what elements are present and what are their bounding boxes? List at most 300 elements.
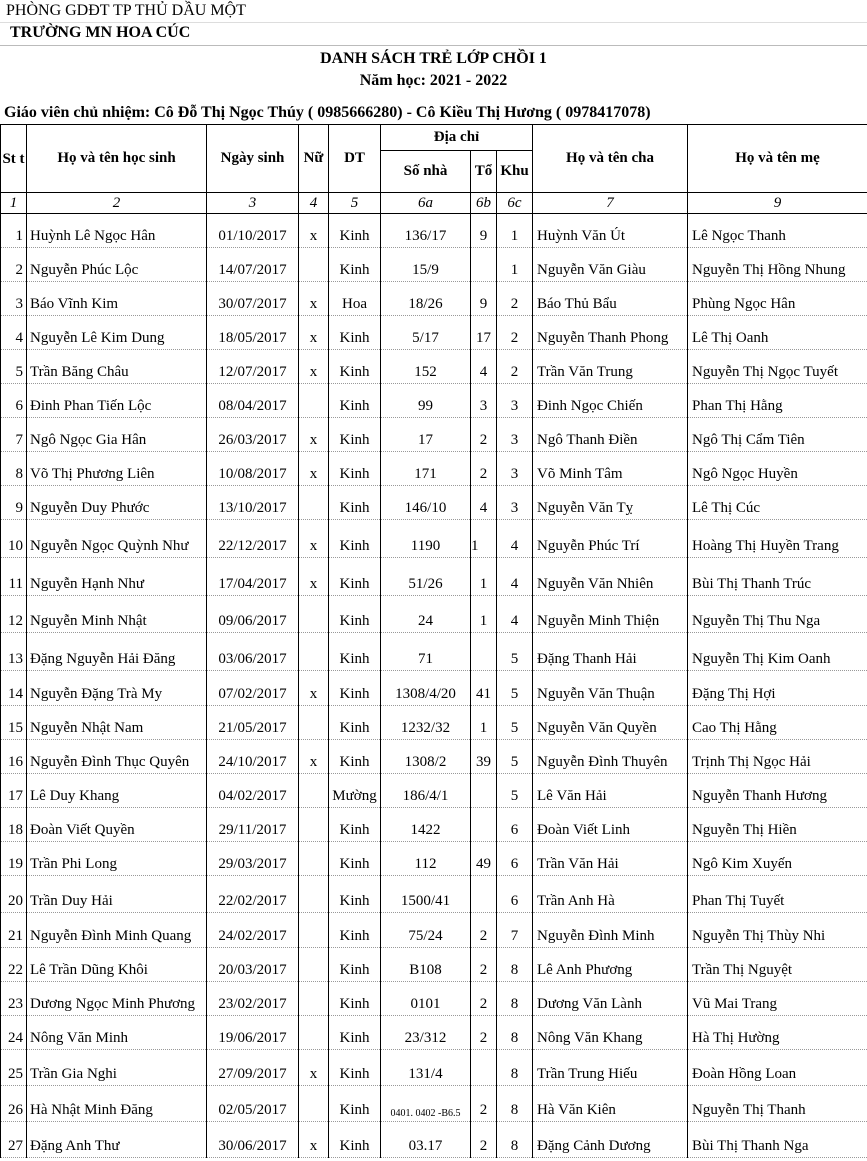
house-number: 1500/41	[381, 876, 471, 913]
house-number: 03.17	[381, 1122, 471, 1158]
student-name: Đặng Nguyễn Hải Đăng	[27, 633, 207, 671]
birth-date: 29/11/2017	[207, 808, 299, 842]
female-mark	[299, 876, 329, 913]
col-header-khu: Khu	[497, 151, 533, 193]
mother-name: Lê Ngọc Thanh	[688, 214, 867, 248]
house-number: 171	[381, 452, 471, 486]
female-mark	[299, 982, 329, 1016]
ethnicity: Kinh	[329, 452, 381, 486]
father-name: Trần Anh Hà	[533, 876, 688, 913]
ethnicity: Kinh	[329, 876, 381, 913]
birth-date: 03/06/2017	[207, 633, 299, 671]
ethnicity: Kinh	[329, 740, 381, 774]
mother-name: Ngô Kim Xuyến	[688, 842, 867, 876]
birth-date: 24/02/2017	[207, 913, 299, 948]
birth-date: 22/02/2017	[207, 876, 299, 913]
mother-name: Phùng Ngọc Hân	[688, 282, 867, 316]
father-name: Đặng Cảnh Dương	[533, 1122, 688, 1158]
birth-date: 24/10/2017	[207, 740, 299, 774]
female-mark: x	[299, 350, 329, 384]
father-name: Nguyễn Phúc Trí	[533, 520, 688, 558]
birth-date: 08/04/2017	[207, 384, 299, 418]
female-mark	[299, 633, 329, 671]
table-row	[1, 633, 867, 671]
female-mark: x	[299, 418, 329, 452]
house-number: 1232/32	[381, 706, 471, 740]
stt-cell: 15	[1, 706, 27, 740]
table-row	[1, 418, 867, 452]
stt-cell: 10	[1, 520, 27, 558]
mother-name: Hà Thị Hường	[688, 1016, 867, 1050]
column-number: 1	[1, 193, 27, 214]
father-name: Trần Văn Hải	[533, 842, 688, 876]
birth-date: 02/05/2017	[207, 1086, 299, 1122]
stt-cell: 23	[1, 982, 27, 1016]
student-name: Trần Phi Long	[27, 842, 207, 876]
student-name: Nguyễn Nhật Nam	[27, 706, 207, 740]
area-number: 4	[497, 520, 533, 558]
column-number: 6c	[497, 193, 533, 214]
female-mark	[299, 913, 329, 948]
house-number: 131/4	[381, 1050, 471, 1086]
father-name: Nguyễn Đình Thuyên	[533, 740, 688, 774]
house-number: B108	[381, 948, 471, 982]
group-number: 2	[471, 418, 497, 452]
house-number: 75/24	[381, 913, 471, 948]
table-row	[1, 350, 867, 384]
female-mark: x	[299, 1050, 329, 1086]
birth-date: 22/12/2017	[207, 520, 299, 558]
stt-cell: 8	[1, 452, 27, 486]
father-name: Huỳnh Văn Út	[533, 214, 688, 248]
stt-cell: 11	[1, 558, 27, 596]
birth-date: 30/06/2017	[207, 1122, 299, 1158]
birth-date: 21/05/2017	[207, 706, 299, 740]
house-number: 1190	[381, 520, 471, 558]
stt-cell: 7	[1, 418, 27, 452]
father-name: Nguyễn Minh Thiện	[533, 596, 688, 633]
table-row	[1, 316, 867, 350]
house-number: 146/10	[381, 486, 471, 520]
area-number: 8	[497, 1050, 533, 1086]
area-number: 6	[497, 842, 533, 876]
ethnicity: Kinh	[329, 384, 381, 418]
father-name: Nguyễn Văn Nhiên	[533, 558, 688, 596]
column-number: 7	[533, 193, 688, 214]
female-mark	[299, 808, 329, 842]
house-number: 112	[381, 842, 471, 876]
area-number: 5	[497, 706, 533, 740]
birth-date: 29/03/2017	[207, 842, 299, 876]
column-number: 6a	[381, 193, 471, 214]
student-name: Hà Nhật Minh Đăng	[27, 1086, 207, 1122]
student-name: Trần Duy Hải	[27, 876, 207, 913]
group-number: 1	[471, 706, 497, 740]
area-number: 5	[497, 740, 533, 774]
group-number: 1	[471, 520, 497, 558]
group-number: 2	[471, 1016, 497, 1050]
ethnicity: Kinh	[329, 913, 381, 948]
stt-cell: 13	[1, 633, 27, 671]
house-number: 71	[381, 633, 471, 671]
mother-name: Phan Thị Tuyết	[688, 876, 867, 913]
birth-date: 09/06/2017	[207, 596, 299, 633]
col-header-stt: St t	[1, 125, 27, 193]
group-number	[471, 633, 497, 671]
group-number	[471, 248, 497, 282]
table-row	[1, 913, 867, 948]
table-row	[1, 876, 867, 913]
stt-cell: 5	[1, 350, 27, 384]
female-mark	[299, 842, 329, 876]
student-name: Huỳnh Lê Ngọc Hân	[27, 214, 207, 248]
mother-name: Nguyễn Thanh Hương	[688, 774, 867, 808]
area-number: 4	[497, 558, 533, 596]
table-row	[1, 214, 867, 248]
table-row	[1, 1086, 867, 1122]
birth-date: 10/08/2017	[207, 452, 299, 486]
table-row	[1, 1016, 867, 1050]
column-number: 5	[329, 193, 381, 214]
stt-cell: 2	[1, 248, 27, 282]
mother-name: Phan Thị Hằng	[688, 384, 867, 418]
father-name: Nguyễn Văn Thuận	[533, 671, 688, 706]
mother-name: Bùi Thị Thanh Trúc	[688, 558, 867, 596]
ethnicity: Mường	[329, 774, 381, 808]
ethnicity: Kinh	[329, 350, 381, 384]
area-number: 2	[497, 282, 533, 316]
birth-date: 18/05/2017	[207, 316, 299, 350]
mother-name: Cao Thị Hằng	[688, 706, 867, 740]
group-number: 9	[471, 214, 497, 248]
house-number: 24	[381, 596, 471, 633]
student-name: Trần Gia Nghi	[27, 1050, 207, 1086]
house-number: 1422	[381, 808, 471, 842]
area-number: 8	[497, 982, 533, 1016]
group-number	[471, 1050, 497, 1086]
group-number	[471, 808, 497, 842]
female-mark: x	[299, 452, 329, 486]
area-number: 2	[497, 316, 533, 350]
group-number: 2	[471, 913, 497, 948]
col-header-dob: Ngày sinh	[207, 125, 299, 193]
house-number: 17	[381, 418, 471, 452]
birth-date: 04/02/2017	[207, 774, 299, 808]
area-number: 2	[497, 350, 533, 384]
mother-name: Nguyễn Thị Thanh	[688, 1086, 867, 1122]
birth-date: 17/04/2017	[207, 558, 299, 596]
col-header-father: Họ và tên cha	[533, 125, 688, 193]
table-row	[1, 671, 867, 706]
student-name: Nguyễn Đình Minh Quang	[27, 913, 207, 948]
stt-cell: 16	[1, 740, 27, 774]
group-number: 17	[471, 316, 497, 350]
birth-date: 19/06/2017	[207, 1016, 299, 1050]
birth-date: 07/02/2017	[207, 671, 299, 706]
table-row	[1, 774, 867, 808]
female-mark: x	[299, 282, 329, 316]
ethnicity: Kinh	[329, 486, 381, 520]
father-name: Nông Văn Khang	[533, 1016, 688, 1050]
ethnicity: Kinh	[329, 1016, 381, 1050]
stt-cell: 18	[1, 808, 27, 842]
mother-name: Nguyễn Thị Thùy Nhi	[688, 913, 867, 948]
area-number: 1	[497, 214, 533, 248]
table-row	[1, 558, 867, 596]
mother-name: Trần Thị Nguyệt	[688, 948, 867, 982]
father-name: Đặng Thanh Hải	[533, 633, 688, 671]
female-mark	[299, 248, 329, 282]
stt-cell: 24	[1, 1016, 27, 1050]
house-number: 15/9	[381, 248, 471, 282]
stt-cell: 27	[1, 1122, 27, 1158]
student-name: Dương Ngọc Minh Phương	[27, 982, 207, 1016]
group-number: 2	[471, 452, 497, 486]
col-header-dt: DT	[329, 125, 381, 193]
stt-cell: 4	[1, 316, 27, 350]
student-name: Nguyễn Phúc Lộc	[27, 248, 207, 282]
header-divider-2	[0, 45, 867, 46]
house-number: 152	[381, 350, 471, 384]
column-number: 4	[299, 193, 329, 214]
mother-name: Nguyễn Thị Kim Oanh	[688, 633, 867, 671]
student-name: Nguyễn Lê Kim Dung	[27, 316, 207, 350]
birth-date: 23/02/2017	[207, 982, 299, 1016]
area-number: 3	[497, 486, 533, 520]
group-number: 49	[471, 842, 497, 876]
area-number: 8	[497, 1122, 533, 1158]
stt-cell: 17	[1, 774, 27, 808]
father-name: Lê Anh Phương	[533, 948, 688, 982]
col-header-address: Địa chỉ	[381, 125, 533, 151]
mother-name: Đặng Thị Hợi	[688, 671, 867, 706]
ethnicity: Kinh	[329, 248, 381, 282]
student-name: Đoàn Viết Quyền	[27, 808, 207, 842]
house-number: 18/26	[381, 282, 471, 316]
group-number	[471, 876, 497, 913]
father-name: Trần Trung Hiếu	[533, 1050, 688, 1086]
column-number: 2	[27, 193, 207, 214]
area-number: 5	[497, 671, 533, 706]
female-mark: x	[299, 1122, 329, 1158]
table-row	[1, 486, 867, 520]
ethnicity: Kinh	[329, 948, 381, 982]
area-number: 8	[497, 1086, 533, 1122]
female-mark	[299, 706, 329, 740]
mother-name: Ngô Ngọc Huyền	[688, 452, 867, 486]
column-number: 3	[207, 193, 299, 214]
table-row	[1, 1050, 867, 1086]
female-mark: x	[299, 671, 329, 706]
father-name: Võ Minh Tâm	[533, 452, 688, 486]
department-label: PHÒNG GDĐT TP THỦ DẦU MỘT	[6, 2, 246, 19]
student-name: Nguyễn Ngọc Quỳnh Như	[27, 520, 207, 558]
student-name: Trần Băng Châu	[27, 350, 207, 384]
birth-date: 13/10/2017	[207, 486, 299, 520]
area-number: 6	[497, 876, 533, 913]
student-name: Võ Thị Phương Liên	[27, 452, 207, 486]
table-row	[1, 384, 867, 418]
column-number: 9	[688, 193, 867, 214]
house-number: 1308/4/20	[381, 671, 471, 706]
father-name: Nguyễn Văn Tỵ	[533, 486, 688, 520]
mother-name: Lê Thị Oanh	[688, 316, 867, 350]
birth-date: 26/03/2017	[207, 418, 299, 452]
father-name: Nguyễn Văn Quyền	[533, 706, 688, 740]
birth-date: 30/07/2017	[207, 282, 299, 316]
father-name: Nguyễn Thanh Phong	[533, 316, 688, 350]
student-name: Lê Duy Khang	[27, 774, 207, 808]
stt-cell: 14	[1, 671, 27, 706]
female-mark	[299, 486, 329, 520]
area-number: 3	[497, 418, 533, 452]
ethnicity: Kinh	[329, 214, 381, 248]
birth-date: 01/10/2017	[207, 214, 299, 248]
father-name: Đinh Ngọc Chiến	[533, 384, 688, 418]
col-header-mother: Họ và tên mẹ	[688, 125, 867, 193]
mother-name: Vũ Mai Trang	[688, 982, 867, 1016]
col-header-so-nha: Số nhà	[381, 151, 471, 193]
female-mark	[299, 384, 329, 418]
table-row	[1, 452, 867, 486]
group-number: 2	[471, 948, 497, 982]
ethnicity: Hoa	[329, 282, 381, 316]
col-header-name: Họ và tên học sinh	[27, 125, 207, 193]
father-name: Trần Văn Trung	[533, 350, 688, 384]
female-mark	[299, 1016, 329, 1050]
area-number: 4	[497, 596, 533, 633]
ethnicity: Kinh	[329, 671, 381, 706]
ethnicity: Kinh	[329, 1122, 381, 1158]
house-number: 23/312	[381, 1016, 471, 1050]
mother-name: Nguyễn Thị Ngọc Tuyết	[688, 350, 867, 384]
group-number	[471, 774, 497, 808]
mother-name: Trịnh Thị Ngọc Hải	[688, 740, 867, 774]
stt-cell: 22	[1, 948, 27, 982]
column-number: 6b	[471, 193, 497, 214]
father-name: Nguyễn Văn Giàu	[533, 248, 688, 282]
mother-name: Bùi Thị Thanh Nga	[688, 1122, 867, 1158]
stt-cell: 9	[1, 486, 27, 520]
table-row	[1, 740, 867, 774]
table-row	[1, 948, 867, 982]
female-mark	[299, 948, 329, 982]
group-number: 3	[471, 384, 497, 418]
ethnicity: Kinh	[329, 1086, 381, 1122]
page-title: DANH SÁCH TRẺ LỚP CHỒI 1	[320, 50, 547, 67]
student-name: Nguyễn Đình Thục Quyên	[27, 740, 207, 774]
area-number: 8	[497, 948, 533, 982]
mother-name: Nguyễn Thị Thu Nga	[688, 596, 867, 633]
group-number: 2	[471, 1086, 497, 1122]
mother-name: Nguyễn Thị Hồng Nhung	[688, 248, 867, 282]
female-mark: x	[299, 214, 329, 248]
area-number: 8	[497, 1016, 533, 1050]
mother-name: Đoàn Hồng Loan	[688, 1050, 867, 1086]
student-name: Đặng Anh Thư	[27, 1122, 207, 1158]
student-name: Lê Trần Dũng Khôi	[27, 948, 207, 982]
area-number: 3	[497, 452, 533, 486]
female-mark: x	[299, 520, 329, 558]
house-number: 99	[381, 384, 471, 418]
group-number: 9	[471, 282, 497, 316]
father-name: Báo Thủ Bẩu	[533, 282, 688, 316]
header-divider	[0, 22, 867, 23]
female-mark: x	[299, 740, 329, 774]
group-number: 41	[471, 671, 497, 706]
student-rows	[1, 214, 867, 1158]
ethnicity: Kinh	[329, 1050, 381, 1086]
group-number: 2	[471, 982, 497, 1016]
father-name: Hà Văn Kiên	[533, 1086, 688, 1122]
house-number: 186/4/1	[381, 774, 471, 808]
father-name: Dương Văn Lành	[533, 982, 688, 1016]
table-row	[1, 282, 867, 316]
female-mark	[299, 1086, 329, 1122]
area-number: 3	[497, 384, 533, 418]
female-mark: x	[299, 558, 329, 596]
table-row	[1, 842, 867, 876]
female-mark: x	[299, 316, 329, 350]
stt-cell: 12	[1, 596, 27, 633]
ethnicity: Kinh	[329, 706, 381, 740]
student-name: Nông Văn Minh	[27, 1016, 207, 1050]
table-row	[1, 1122, 867, 1158]
mother-name: Lê Thị Cúc	[688, 486, 867, 520]
area-number: 5	[497, 774, 533, 808]
father-name: Lê Văn Hải	[533, 774, 688, 808]
table-row	[1, 982, 867, 1016]
birth-date: 14/07/2017	[207, 248, 299, 282]
stt-cell: 6	[1, 384, 27, 418]
house-number: 136/17	[381, 214, 471, 248]
student-name: Đinh Phan Tiến Lộc	[27, 384, 207, 418]
student-table	[0, 124, 867, 1158]
table-row	[1, 596, 867, 633]
stt-cell: 19	[1, 842, 27, 876]
ethnicity: Kinh	[329, 520, 381, 558]
birth-date: 12/07/2017	[207, 350, 299, 384]
stt-cell: 25	[1, 1050, 27, 1086]
group-number: 1	[471, 558, 497, 596]
area-number: 5	[497, 633, 533, 671]
col-header-to: Tổ	[471, 151, 497, 193]
stt-cell: 1	[1, 214, 27, 248]
area-number: 7	[497, 913, 533, 948]
ethnicity: Kinh	[329, 316, 381, 350]
stt-cell: 3	[1, 282, 27, 316]
col-header-nu: Nữ	[299, 125, 329, 193]
ethnicity: Kinh	[329, 596, 381, 633]
group-number: 39	[471, 740, 497, 774]
house-number: 51/26	[381, 558, 471, 596]
school-year: Năm học: 2021 - 2022	[359, 72, 508, 89]
ethnicity: Kinh	[329, 418, 381, 452]
table-row	[1, 808, 867, 842]
student-name: Nguyễn Hạnh Như	[27, 558, 207, 596]
student-name: Nguyễn Minh Nhật	[27, 596, 207, 633]
father-name: Đoàn Viết Linh	[533, 808, 688, 842]
ethnicity: Kinh	[329, 808, 381, 842]
teacher-info: Giáo viên chủ nhiệm: Cô Đỗ Thị Ngọc Thúy ( 0985666280) - Cô Kiều Thị Hương ( 0978417078)	[4, 104, 651, 121]
ethnicity: Kinh	[329, 842, 381, 876]
area-number: 1	[497, 248, 533, 282]
student-name: Ngô Ngọc Gia Hân	[27, 418, 207, 452]
student-name: Báo Vĩnh Kim	[27, 282, 207, 316]
group-number: 2	[471, 1122, 497, 1158]
house-number: 5/17	[381, 316, 471, 350]
table-row	[1, 248, 867, 282]
